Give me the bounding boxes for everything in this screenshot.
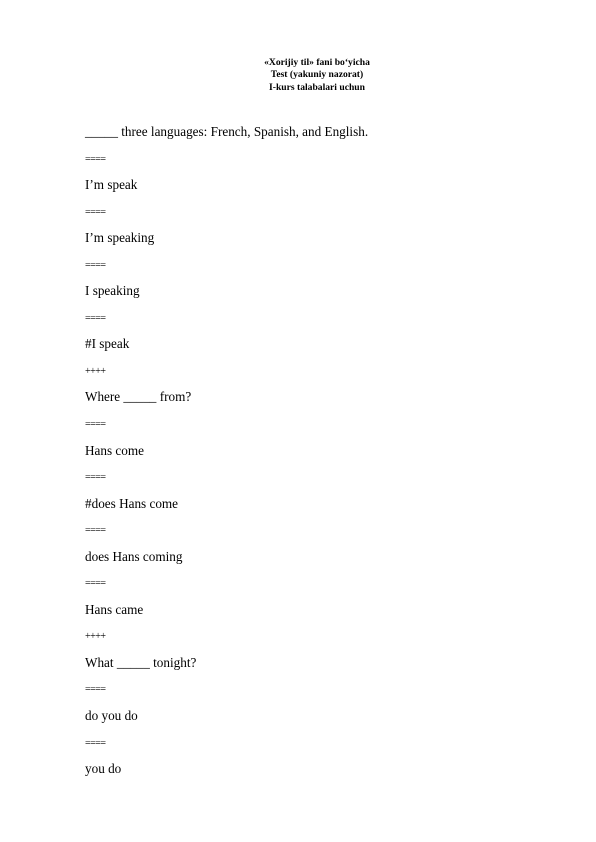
header-course-line: I-kurs talabalari uchun xyxy=(269,81,365,93)
separator-line: ==== xyxy=(85,737,106,749)
separator-line: ++++ xyxy=(85,631,106,643)
separator-line: ==== xyxy=(85,206,106,218)
test-text-line: What _____ tonight? xyxy=(85,654,197,670)
test-text-line: do you do xyxy=(85,708,138,724)
separator-line: ==== xyxy=(85,472,106,484)
separator-line: ==== xyxy=(85,578,106,590)
document-header xyxy=(0,57,596,94)
test-text-line: Hans came xyxy=(85,601,144,617)
test-text-line: #does Hans come xyxy=(85,495,179,511)
test-body xyxy=(85,122,565,786)
test-text-line: #I speak xyxy=(85,336,130,352)
separator-line: ==== xyxy=(85,259,106,271)
test-text-line: _____ three languages: French, Spanish, and English. xyxy=(85,124,369,139)
test-text-line: I’m speaking xyxy=(85,230,155,246)
test-text-line: Hans come xyxy=(85,442,144,458)
test-text-line: I speaking xyxy=(85,283,140,299)
separator-line: ==== xyxy=(85,419,106,431)
separator-line: ==== xyxy=(85,153,106,165)
test-text-line: Where _____ from? xyxy=(85,389,192,405)
header-subject-line: «Xorijiy til» fani bo‘yicha xyxy=(264,57,370,68)
separator-line: ==== xyxy=(85,684,106,696)
test-text-line: I’m speak xyxy=(85,177,138,193)
test-text-line: does Hans coming xyxy=(85,548,183,564)
separator-line: ++++ xyxy=(85,365,106,377)
header-test-type-line: Test (yakuniy nazorat) xyxy=(270,69,364,81)
separator-line: ==== xyxy=(85,312,106,324)
test-text-line: you do xyxy=(85,761,122,777)
separator-line: ==== xyxy=(85,525,106,537)
